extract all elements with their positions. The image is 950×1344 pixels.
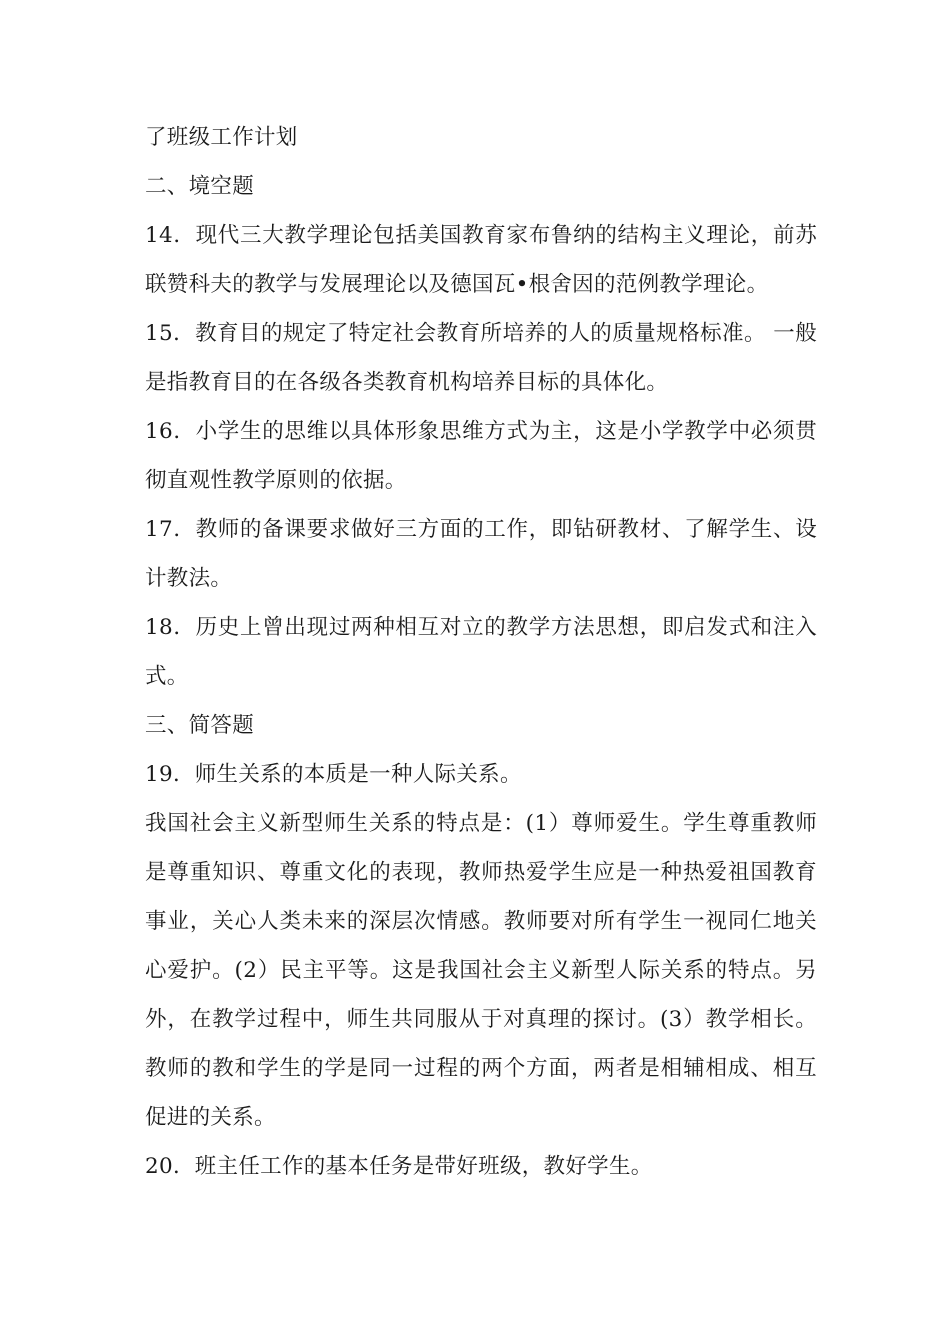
section-heading-short-answer: 三、简答题 <box>145 713 255 738</box>
section-heading-fill-in: 二、境空题 <box>145 174 255 199</box>
question-16: 16．小学生的思维以具体形象思维方式为主，这是小学教学中必须贯彻直观性教学原则的依据。 <box>145 419 817 493</box>
question-17: 17．教师的备课要求做好三方面的工作，即钻研教材、了解学生、设计教法。 <box>145 517 817 591</box>
question-14: 14．现代三大教学理论包括美国教育家布鲁纳的结构主义理论，前苏联赞科夫的教学与发展理论以及德国瓦•根舍因的范例教学理论。 <box>145 223 817 297</box>
question-20: 20．班主任工作的基本任务是带好班级，教好学生。 <box>145 1154 653 1179</box>
paragraph-continuation: 了班级工作计划 <box>145 125 298 150</box>
question-15: 15．教育目的规定了特定社会教育所培养的人的质量规格标准。 一般是指教育目的在各级各类教育机构培养目标的具体化。 <box>145 321 817 395</box>
question-18: 18．历史上曾出现过两种相互对立的教学方法思想，即启发式和注入式。 <box>145 615 817 689</box>
question-19: 19．师生关系的本质是一种人际关系。 <box>145 762 522 787</box>
question-19-answer: 我国社会主义新型师生关系的特点是：(1）尊师爱生。学生尊重教师是尊重知识、尊重文化的表现，教师热爱学生应是一种热爱祖国教育事业，关心人类未来的深层次情感。教师要对所有学生一视同仁地关心爱护。(2）民主平等。这是我国社会主义新型人际关系的特点。另外，在教学过程中，师生共同服从于对真理的探讨。(3）教学相长。教师的教和学生的学是同一过程的两个方面，两者是相辅相成、相互促进的关系。 <box>145 811 817 1130</box>
document-body <box>145 113 817 1191</box>
